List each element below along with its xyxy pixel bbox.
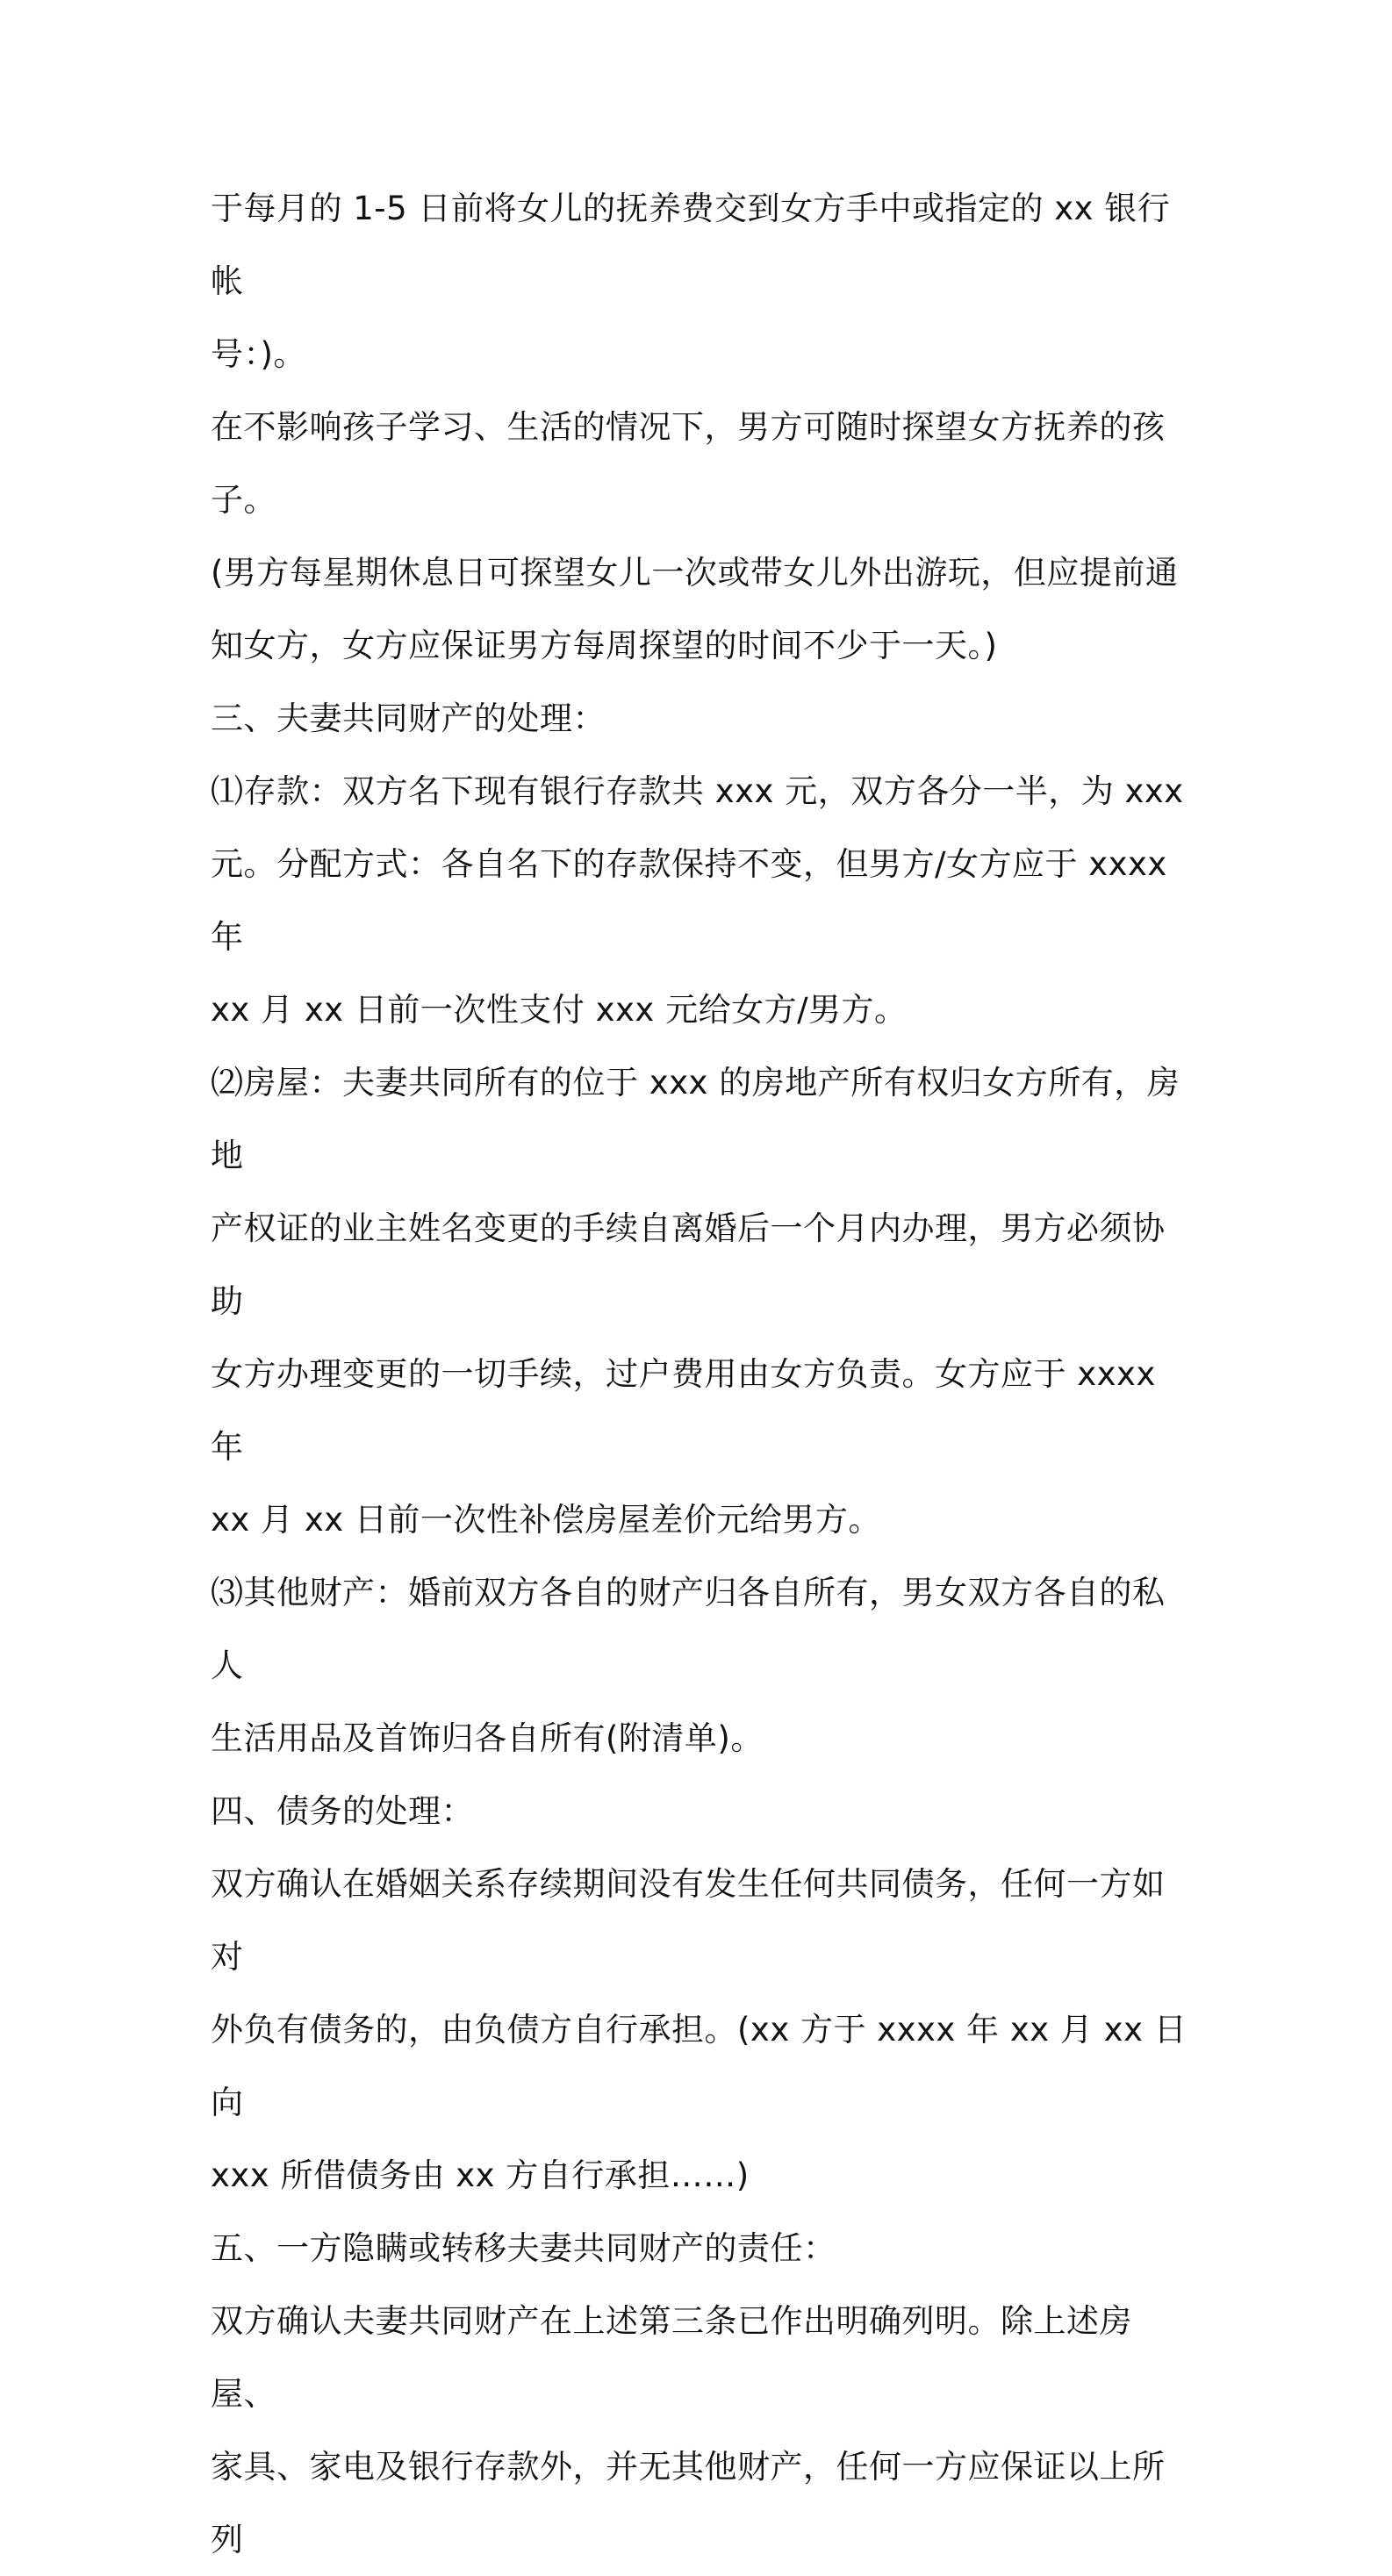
text-line: xxx 所借债务由 xx 方自行承担……) (211, 2156, 750, 2194)
text-line: 生活用品及首饰归各自所有(附清单)。 (211, 1719, 764, 1757)
text-line: 知女方，女方应保证男方每周探望的时间不少于一天。) (211, 627, 998, 664)
text-line: 在不影响孩子学习、生活的情况下，男方可随时探望女方抚养的孩子。 (211, 408, 1166, 519)
section-heading-4: 四、债务的处理： (211, 1792, 474, 1830)
text-line: ⑶其他财产：婚前双方各自的财产归各自所有，男女双方各自的私人 (211, 1574, 1166, 1684)
text-line: ⑴存款：双方名下现有银行存款共 xxx 元，双方各分一半，为 xxx (211, 772, 1184, 810)
text-line: 女方办理变更的一切手续，过户费用由女方负责。女方应于 xxxx 年 (211, 1355, 1156, 1466)
section-heading-3: 三、夫妻共同财产的处理： (211, 700, 606, 737)
text-line: 号：)。 (211, 335, 306, 373)
text-line: xx 月 xx 日前一次性补偿房屋差价元给男方。 (211, 1501, 881, 1539)
text-line: 家具、家电及银行存款外，并无其他财产，任何一方应保证以上所列 (211, 2448, 1166, 2558)
text-line: 产权证的业主姓名变更的手续自离婚后一个月内办理，男方必须协助 (211, 1209, 1166, 1320)
text-line: ⑵房屋：夫妻共同所有的位于 xxx 的房地产所有权归女方所有，房地 (211, 1064, 1180, 1174)
section-heading-5: 五、一方隐瞒或转移夫妻共同财产的责任： (211, 2229, 836, 2267)
text-line: 双方确认夫妻共同财产在上述第三条已作出明确列明。除上述房屋、 (211, 2302, 1132, 2413)
text-line: xx 月 xx 日前一次性支付 xxx 元给女方/男方。 (211, 991, 908, 1029)
text-line: 于每月的 1-5 日前将女儿的抚养费交到女方手中或指定的 xx 银行帐 (211, 190, 1171, 300)
text-line: 外负有债务的，由负债方自行承担。(xx 方于 xxxx 年 xx 月 xx 日向 (211, 2011, 1188, 2121)
document-body (211, 172, 1194, 2576)
text-line: (男方每星期休息日可探望女儿一次或带女儿外出游玩，但应提前通 (211, 554, 1179, 592)
text-line: 元。分配方式：各自名下的存款保持不变，但男方/女方应于 xxxx 年 (211, 845, 1167, 956)
text-line: 双方确认在婚姻关系存续期间没有发生任何共同债务，任何一方如对 (211, 1865, 1166, 1976)
